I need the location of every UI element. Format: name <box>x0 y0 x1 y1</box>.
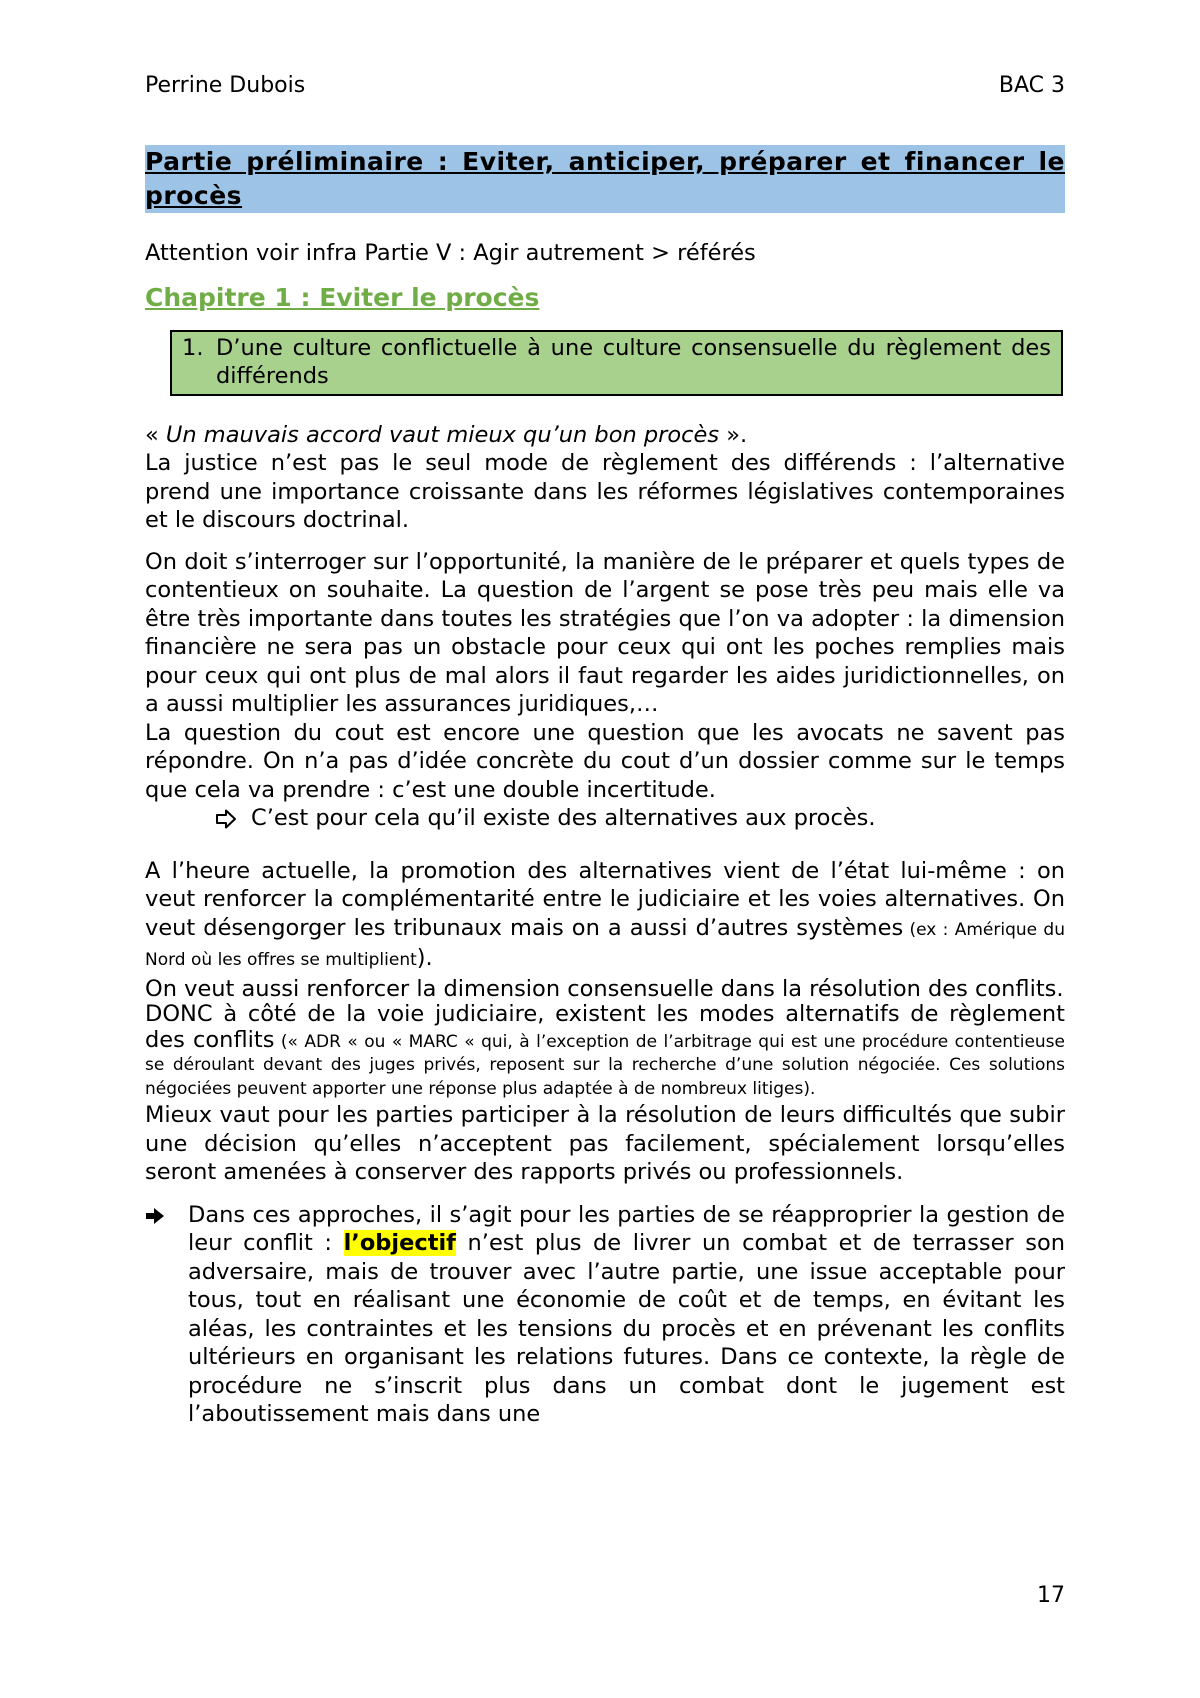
donc-small-text: (« ADR « ou « MARC « qui, à l’exception de l’arbitrage qui est une procédure contentieuse se déroulant devant des juges privés, reposent sur la recherche d’une solution négociée. Ces solutions négociées peuvent apporter une réponse plus adaptée à de nombreux litiges). <box>145 1031 1065 1099</box>
paragraph-interroger: On doit s’interroger sur l’opportunité, la manière de le préparer et quels types de contentieux on souhaite. La question de l’argent se pose très peu mais elle va être très importante dans toutes les stratégies que l’on va adopter : la dimension financière ne sera pas un obstacle pour ceux qui ont les poches remplies mais pour ceux qui ont plus de mal alors il faut regarder les aides juridictionnelles, on a aussi multiplier les assurances juridiques,… <box>145 548 1065 717</box>
donc-main-text: DONC à côté de la voie judiciaire, existent les modes alternatifs de règlement des conflits <box>145 1001 1065 1053</box>
page-header <box>145 72 1065 100</box>
section-heading-box <box>170 330 1063 396</box>
bullet-text <box>188 1201 1065 1429</box>
quote-text: Un mauvais accord vaut mieux qu’un bon procès <box>165 421 720 448</box>
paragraph-justice: La justice n’est pas le seul mode de règlement des différends : l’alternative prend une importance croissante dans les réformes législatives contemporaines et le discours doctrinal. <box>145 450 1065 533</box>
bullet-approches <box>145 1201 1065 1429</box>
section-title: D’une culture conflictuelle à une culture consensuelle du règlement des différends <box>216 334 1051 389</box>
arrow-conclusion <box>145 804 1065 837</box>
section-number: 1. <box>182 334 204 361</box>
heure-small-text: (ex : Amérique du Nord où les offres se multiplient <box>145 919 1065 970</box>
quote-close: ». <box>719 421 748 448</box>
bullet-after: n’est plus de livrer un combat et de terrasser son adversaire, mais de trouver avec l’autre partie, une issue acceptable pour tous, tout en réalisant une économie de coût et de temps, en évitant les aléas, les contraintes et les tensions du procès et en prévenant les conflits ultérieurs en organisant les relations futures. Dans ce contexte, la règle de procédure ne s’inscrit plus dans un combat dont le jugement est l’aboutissement mais dans une <box>188 1230 1065 1427</box>
paragraph-mieux-vaut: Mieux vaut pour les parties participer à la résolution de leurs difficultés que subir une décision qu’elles n’acceptent pas facilement, spécialement lorsqu’elles seront amenées à conserver des rapports privés ou professionnels. <box>145 1102 1065 1185</box>
heure-end-text: ). <box>416 945 433 971</box>
header-author: Perrine Dubois <box>145 73 306 98</box>
page-body <box>145 145 1065 1429</box>
chapter-title: Chapitre 1 : Eviter le procès <box>145 282 540 312</box>
arrow-conclusion-text: C’est pour cela qu’il existe des alternatives aux procès. <box>251 805 876 831</box>
heure-main-text: A l’heure actuelle, la promotion des alternatives vient de l’état lui-même : on veut renforcer la complémentarité entre le judiciaire et les voies alternatives. On veut désengorger les tribunaux mais on a aussi d’autres systèmes <box>145 857 1065 941</box>
page-number: 17 <box>1037 1583 1065 1608</box>
part-title: Partie préliminaire : Eviter, anticiper, préparer et financer le procès <box>145 145 1065 213</box>
paragraph-consensuelle: On veut aussi renforcer la dimension consensuelle dans la résolution des conflits. <box>145 975 1064 1002</box>
paragraph-heure-actuelle <box>145 857 1065 975</box>
bullet-before: Dans ces approches, il s’agit pour les parties de se réapproprier la gestion de leur conflit : <box>188 1201 1065 1256</box>
bold-right-arrow-icon <box>145 1201 188 1429</box>
header-level: BAC 3 <box>998 73 1065 98</box>
paragraph-cout: La question du cout est encore une question que les avocats ne savent pas répondre. On n’a pas d’idée concrète du cout d’un dossier comme sur le temps que cela va prendre : c’est une double incertitude. <box>145 719 1065 803</box>
quote-line <box>145 421 1065 450</box>
outline-right-arrow-icon <box>215 804 251 837</box>
highlighted-objectif: l’objectif <box>343 1230 456 1256</box>
quote-open: « <box>145 421 166 448</box>
attention-note: Attention voir infra Partie V : Agir autrement > référés <box>145 240 756 266</box>
paragraph-donc <box>145 1003 1065 1101</box>
